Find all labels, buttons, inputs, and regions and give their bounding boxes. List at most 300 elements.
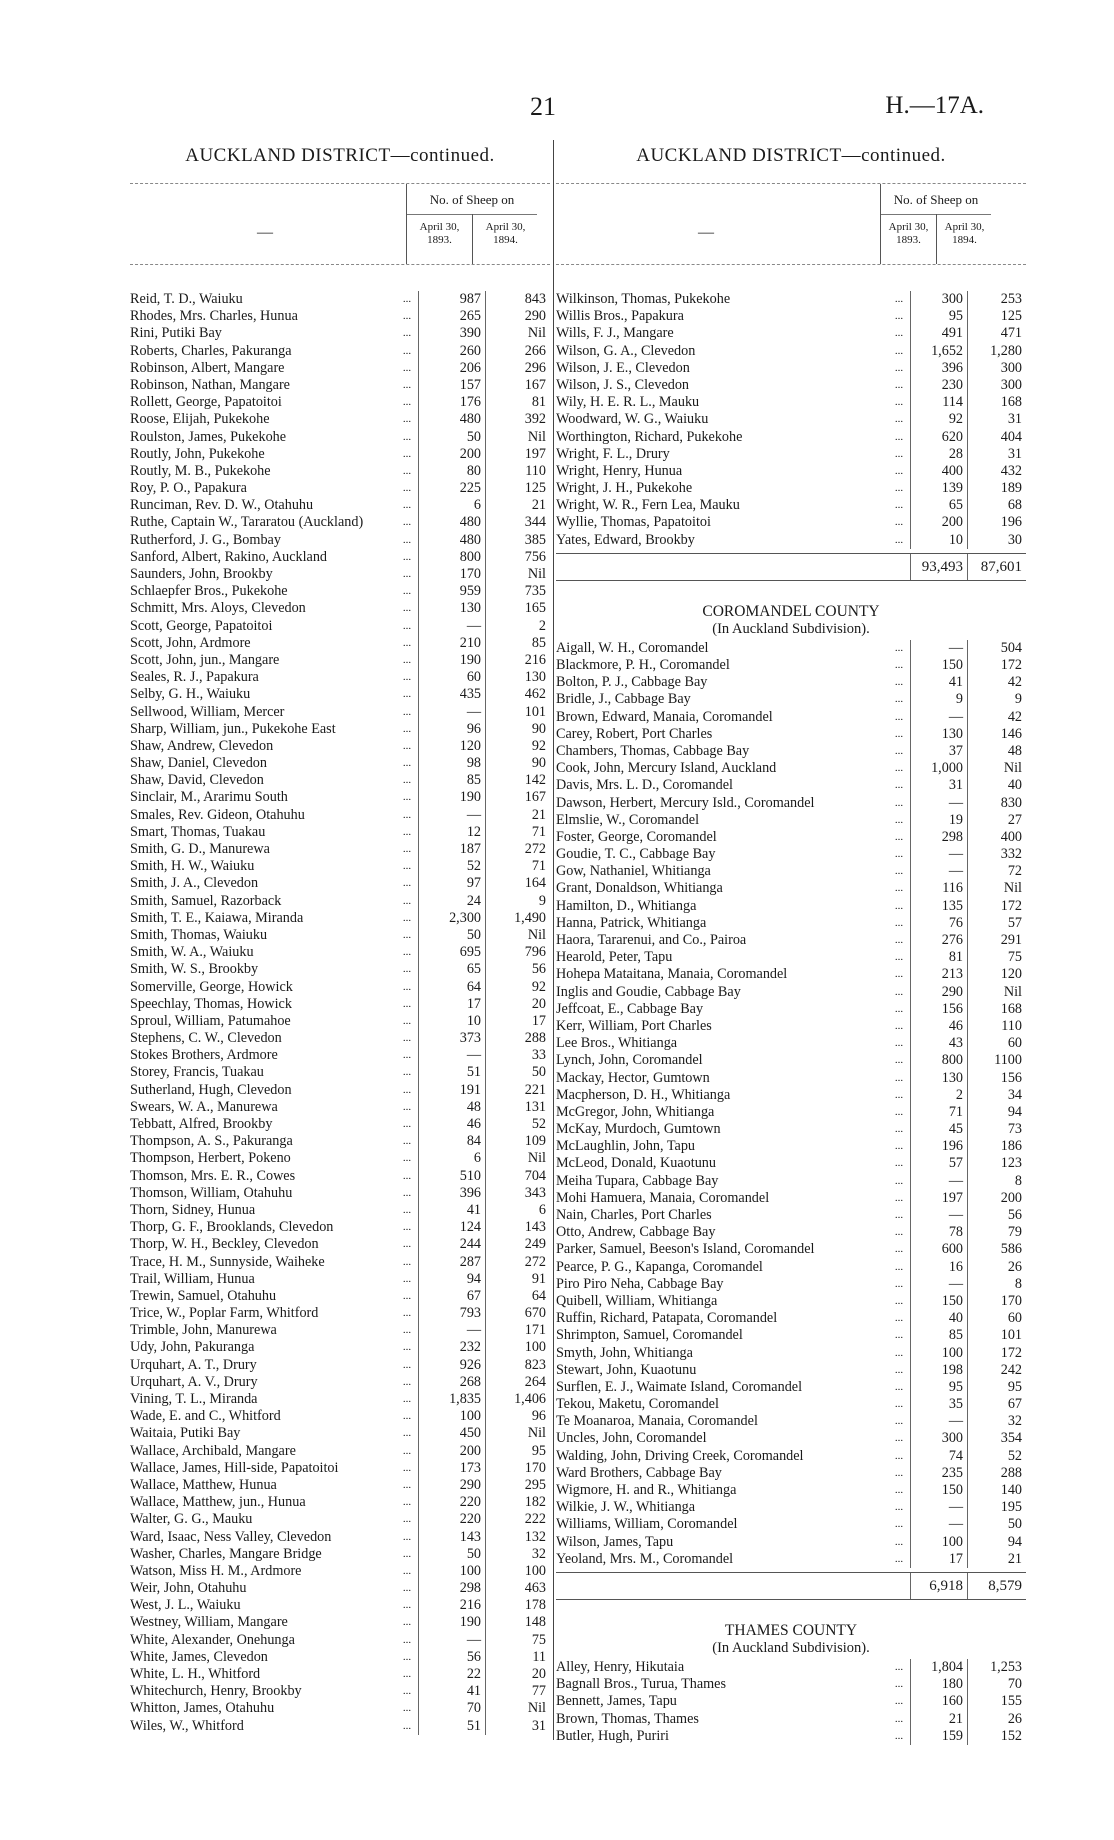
leader-dots: ...	[402, 1066, 412, 1079]
table-row	[130, 411, 550, 428]
sheep-1894: 142	[524, 772, 546, 789]
table-row	[556, 1516, 1026, 1533]
table-row	[130, 961, 550, 978]
leader-dots: ...	[402, 1341, 412, 1354]
sheep-1894: Nil	[527, 325, 546, 342]
sheep-1893: 396	[418, 1185, 486, 1202]
leader-dots: ...	[894, 882, 904, 895]
sheep-1893: 41	[418, 1683, 486, 1700]
sheep-1893: 157	[418, 377, 486, 394]
table-row	[130, 1632, 550, 1649]
sheep-1894: Nil	[1003, 760, 1022, 777]
owner-name: Cook, John, Mercury Island, Auckland	[556, 760, 777, 777]
sheep-1894: 296	[524, 359, 546, 376]
sheep-1893: 793	[418, 1305, 486, 1322]
leader-dots: ...	[894, 310, 904, 323]
leader-dots: ...	[402, 1547, 412, 1560]
owner-name: Routly, John, Pukekohe	[130, 445, 265, 462]
owner-name: Chambers, Thomas, Cabbage Bay	[556, 742, 750, 759]
leader-dots: ...	[894, 499, 904, 512]
leader-dots: ...	[402, 1564, 412, 1577]
sheep-1894: 110	[525, 462, 546, 479]
sheep-1893: 491	[910, 325, 968, 342]
sheep-1894: 1,406	[514, 1391, 546, 1407]
table-row	[556, 1293, 1026, 1310]
sheep-1894: 264	[524, 1373, 546, 1390]
leader-dots: ...	[894, 1260, 904, 1273]
owner-name: Wigmore, H. and R., Whitianga	[556, 1482, 737, 1498]
sheep-1894: 120	[1000, 966, 1022, 983]
sheep-1893: 37	[910, 743, 968, 760]
sheep-1893: 71	[910, 1104, 968, 1121]
sheep-1894: 70	[1007, 1676, 1022, 1693]
sheep-1894: 354	[1000, 1430, 1022, 1447]
sheep-1893: 81	[910, 949, 968, 966]
owner-name: Watson, Miss H. M., Ardmore	[130, 1562, 302, 1579]
owner-name: Parker, Samuel, Beeson's Island, Coromandel	[556, 1241, 815, 1258]
owner-name: Ward Brothers, Cabbage Bay	[556, 1464, 722, 1481]
right-header-col2: April 30, 1894.	[936, 214, 992, 264]
sheep-1894: 64	[531, 1287, 546, 1304]
sheep-1893: 48	[418, 1099, 486, 1116]
owner-name: Waitaia, Putiki Bay	[130, 1425, 241, 1442]
leader-dots: ...	[894, 1174, 904, 1187]
leader-dots: ...	[402, 1410, 412, 1423]
sheep-1894: 172	[1000, 1344, 1022, 1361]
leader-dots: ...	[402, 361, 412, 374]
sheep-1894: 272	[524, 841, 546, 857]
right-header-group	[880, 184, 991, 264]
leader-dots: ...	[402, 1358, 412, 1371]
left-header-name: —	[257, 224, 273, 241]
table-row	[556, 497, 1026, 514]
leader-dots: ...	[894, 1363, 904, 1376]
owner-name: Bolton, P. J., Cabbage Bay	[556, 674, 708, 691]
page-number: 21	[530, 92, 556, 121]
table-row	[130, 979, 550, 996]
table-row	[556, 1155, 1026, 1172]
owner-name: Ruffin, Richard, Patapata, Coromandel	[556, 1310, 778, 1327]
sheep-1893: —	[910, 1413, 968, 1430]
table-row	[130, 446, 550, 463]
sheep-1893: 80	[418, 463, 486, 480]
table-row	[130, 1150, 550, 1167]
sheep-1893: 396	[910, 360, 968, 377]
table-row	[130, 291, 550, 308]
owner-name: Trice, W., Poplar Farm, Whitford	[130, 1305, 319, 1322]
sheep-1893: 114	[910, 394, 968, 411]
leader-dots: ...	[894, 779, 904, 792]
owner-name: Aigall, W. H., Coromandel	[556, 639, 709, 656]
leader-dots: ...	[402, 808, 412, 821]
sheep-1894: 471	[1000, 325, 1022, 342]
owner-name: Worthington, Richard, Pukekohe	[556, 428, 743, 445]
table-row	[556, 1711, 1026, 1728]
sheep-1894: 400	[1000, 828, 1022, 845]
sheep-1893: 52	[418, 858, 486, 875]
sheep-1893: 100	[418, 1408, 486, 1425]
table-row	[130, 429, 550, 446]
table-row	[556, 291, 1026, 308]
sheep-1894: 20	[531, 1666, 546, 1682]
leader-dots: ...	[894, 1140, 904, 1153]
leader-dots: ...	[894, 482, 904, 495]
owner-name: Smith, T. E., Kaiawa, Miranda	[130, 909, 304, 926]
owner-name: Davis, Mrs. L. D., Coromandel	[556, 777, 733, 794]
sheep-1893: 41	[910, 674, 968, 691]
table-row	[130, 1219, 550, 1236]
owner-name: Routly, M. B., Pukekohe	[130, 462, 271, 479]
leader-dots: ...	[894, 1712, 904, 1725]
sheep-1894: Nil	[1003, 880, 1022, 897]
owner-name: Ward, Isaac, Ness Valley, Clevedon	[130, 1528, 332, 1545]
table-row	[556, 1224, 1026, 1241]
sheep-1893: 190	[418, 652, 486, 669]
owner-name: Wills, F. J., Mangare	[556, 325, 674, 342]
leader-dots: ...	[402, 825, 412, 838]
auckland-total-1894: 87,601	[980, 558, 1022, 575]
leader-dots: ...	[894, 1226, 904, 1239]
leader-dots: ...	[402, 739, 412, 752]
sheep-1894: 148	[524, 1614, 546, 1631]
sheep-1894: 42	[1007, 708, 1022, 725]
sheep-1894: 21	[531, 497, 546, 514]
owner-name: Wilson, J. E., Clevedon	[556, 359, 690, 376]
sheep-1893: 290	[418, 1477, 486, 1494]
leader-dots: ...	[894, 641, 904, 654]
owner-name: Roy, P. O., Papakura	[130, 480, 247, 497]
sheep-1894: Nil	[527, 1700, 546, 1717]
sheep-1893: 57	[910, 1155, 968, 1172]
leader-dots: ...	[402, 894, 412, 907]
table-row	[556, 1259, 1026, 1276]
table-row	[556, 463, 1026, 480]
leader-dots: ...	[894, 1415, 904, 1428]
owner-name: Robinson, Albert, Mangare	[130, 359, 285, 376]
leader-dots: ...	[894, 865, 904, 878]
leader-dots: ...	[894, 413, 904, 426]
leader-dots: ...	[894, 1054, 904, 1067]
sheep-1893: 40	[910, 1310, 968, 1327]
leader-dots: ...	[894, 378, 904, 391]
sheep-1894: 182	[524, 1494, 546, 1511]
owner-name: Wiles, W., Whitford	[130, 1717, 244, 1734]
leader-dots: ...	[402, 1650, 412, 1663]
owner-name: Wallace, James, Hill-side, Papatoitoi	[130, 1459, 339, 1476]
sheep-1894: 40	[1007, 777, 1022, 794]
sheep-1894: 462	[524, 686, 546, 703]
owner-name: Wilkinson, Thomas, Pukekohe	[556, 291, 731, 307]
leader-dots: ...	[894, 1346, 904, 1359]
leader-dots: ...	[402, 447, 412, 460]
leader-dots: ...	[402, 1307, 412, 1320]
sheep-1894: 300	[1000, 359, 1022, 376]
sheep-1893: 2,300	[418, 910, 486, 927]
sheep-1893: 100	[418, 1563, 486, 1580]
sheep-1894: 300	[1000, 376, 1022, 393]
sheep-1893: 213	[910, 966, 968, 983]
sheep-1894: 92	[531, 737, 546, 754]
sheep-1893: 268	[418, 1374, 486, 1391]
sheep-1893: 12	[418, 824, 486, 841]
table-row	[130, 1529, 550, 1546]
owner-name: McLaughlin, John, Tapu	[556, 1138, 696, 1155]
leader-dots: ...	[894, 1432, 904, 1445]
sheep-1894: 404	[1000, 428, 1022, 445]
sheep-1893: 180	[910, 1676, 968, 1693]
leader-dots: ...	[402, 1496, 412, 1509]
sheep-1894: 796	[524, 944, 546, 961]
owner-name: Nain, Charles, Port Charles	[556, 1207, 712, 1223]
sheep-1893: 70	[418, 1700, 486, 1717]
sheep-1893: 41	[418, 1202, 486, 1219]
owner-name: Shaw, David, Clevedon	[130, 772, 264, 789]
table-row	[556, 915, 1026, 932]
leader-dots: ...	[894, 762, 904, 775]
sheep-1894: 32	[531, 1545, 546, 1562]
sheep-1894: 221	[524, 1081, 546, 1098]
sheep-1893: —	[418, 1047, 486, 1064]
sheep-1894: 735	[524, 583, 546, 600]
sheep-1893: 298	[418, 1580, 486, 1597]
owner-name: Trail, William, Hunua	[130, 1270, 255, 1287]
sheep-1894: 60	[1007, 1035, 1022, 1052]
leader-dots: ...	[894, 396, 904, 409]
owner-name: Woodward, W. G., Waiuku	[556, 411, 709, 428]
table-row	[556, 446, 1026, 463]
table-row	[556, 1499, 1026, 1516]
table-row	[130, 1477, 550, 1494]
leader-dots: ...	[402, 1599, 412, 1612]
leader-dots: ...	[402, 791, 412, 804]
owner-name: Urquhart, A. V., Drury	[130, 1373, 258, 1390]
table-row	[556, 1676, 1026, 1693]
sheep-1894: 9	[1014, 691, 1022, 708]
table-row	[556, 1379, 1026, 1396]
sheep-1894: 249	[524, 1236, 546, 1253]
sheep-1894: 52	[1007, 1447, 1022, 1464]
table-row	[130, 910, 550, 927]
sheep-1893: 19	[910, 812, 968, 829]
sheep-1894: 71	[531, 858, 546, 875]
leader-dots: ...	[402, 568, 412, 580]
leader-dots: ...	[402, 327, 412, 340]
leader-dots: ...	[894, 447, 904, 460]
leader-dots: ...	[402, 980, 412, 993]
sheep-1893: 43	[910, 1035, 968, 1052]
leader-dots: ...	[894, 659, 904, 671]
sheep-1894: 11	[532, 1648, 546, 1665]
left-header-group-title: No. of Sheep on	[429, 192, 515, 207]
leader-dots: ...	[894, 464, 904, 477]
sheep-1894: 823	[524, 1356, 546, 1373]
sheep-1894: Nil	[527, 926, 546, 943]
leader-dots: ...	[402, 946, 412, 959]
sheep-1894: 242	[1000, 1361, 1022, 1378]
owner-name: Rhodes, Mrs. Charles, Hunua	[130, 308, 298, 325]
leader-dots: ...	[402, 653, 412, 666]
owner-name: Rollett, George, Papatoitoi	[130, 394, 282, 411]
leader-dots: ...	[402, 533, 412, 546]
sheep-1894: 756	[524, 548, 546, 565]
leader-dots: ...	[402, 671, 412, 684]
sheep-1893: 200	[910, 514, 968, 531]
table-row	[130, 1168, 550, 1185]
table-row	[130, 1666, 550, 1683]
sheep-1894: 26	[1007, 1710, 1022, 1727]
owner-name: Stokes Brothers, Ardmore	[130, 1047, 278, 1064]
table-row	[130, 480, 550, 497]
sheep-1894: 170	[1000, 1292, 1022, 1309]
sheep-1893: 17	[910, 1551, 968, 1568]
sheep-1894: 73	[1007, 1121, 1022, 1138]
thames-title: THAMES COUNTY	[724, 1621, 858, 1639]
leader-dots: ...	[402, 1582, 412, 1595]
leader-dots: ...	[402, 1702, 412, 1715]
sheep-1893: 190	[418, 789, 486, 806]
table-row	[556, 1396, 1026, 1413]
leader-dots: ...	[894, 1209, 904, 1221]
sheep-1894: 123	[1000, 1155, 1022, 1172]
sheep-1893: 220	[418, 1511, 486, 1528]
owner-name: Shaw, Andrew, Clevedon	[130, 737, 274, 754]
owner-name: Washer, Charles, Mangare Bridge	[130, 1545, 322, 1562]
leader-dots: ...	[894, 1037, 904, 1050]
sheep-1893: 46	[910, 1018, 968, 1035]
owner-name: Urquhart, A. T., Drury	[130, 1356, 257, 1373]
sheep-1893: 64	[418, 979, 486, 996]
leader-dots: ...	[402, 877, 412, 890]
leader-dots: ...	[894, 1398, 904, 1411]
table-row	[130, 325, 550, 342]
table-row	[556, 1173, 1026, 1190]
sheep-1893: 190	[418, 1614, 486, 1631]
owner-name: Smith, Samuel, Razorback	[130, 892, 282, 909]
sheep-1893: 510	[418, 1168, 486, 1185]
leader-dots: ...	[402, 1186, 412, 1199]
leader-dots: ...	[894, 676, 904, 689]
sheep-1894: 56	[1007, 1207, 1022, 1223]
owner-name: Swears, W. A., Manurewa	[130, 1098, 278, 1115]
sheep-1893: 50	[418, 1546, 486, 1563]
table-row	[130, 1271, 550, 1288]
owner-name: Speechlay, Thomas, Howick	[130, 995, 292, 1012]
table-row	[556, 640, 1026, 657]
sheep-1894: 17	[531, 1012, 546, 1029]
sheep-1893: 97	[418, 875, 486, 892]
left-header-col1: April 30, 1893.	[419, 221, 460, 246]
table-row	[556, 1534, 1026, 1551]
owner-name: Vining, T. L., Miranda	[130, 1391, 258, 1407]
sheep-1894: 843	[524, 291, 546, 307]
table-row	[130, 1391, 550, 1408]
leader-dots: ...	[894, 693, 904, 706]
owner-name: Scott, George, Papatoitoi	[130, 617, 273, 634]
leader-dots: ...	[402, 963, 412, 976]
sheep-1893: 298	[910, 829, 968, 846]
table-row	[556, 1052, 1026, 1069]
owner-name: Sellwood, William, Mercer	[130, 703, 285, 720]
table-row	[130, 772, 550, 789]
sheep-1893: —	[910, 863, 968, 880]
table-row	[130, 1494, 550, 1511]
owner-name: Wallace, Matthew, Hunua	[130, 1476, 277, 1493]
leader-dots: ...	[894, 1312, 904, 1325]
table-row	[130, 463, 550, 480]
leader-dots: ...	[894, 516, 904, 529]
sheep-1893: 173	[418, 1460, 486, 1477]
coromandel-total-1893: 6,918	[910, 1573, 968, 1599]
leader-dots: ...	[402, 1135, 412, 1148]
sheep-1894: 586	[1000, 1241, 1022, 1258]
sheep-1894: 60	[1007, 1310, 1022, 1327]
leader-dots: ...	[402, 705, 412, 718]
leader-dots: ...	[894, 1729, 904, 1742]
table-row	[130, 377, 550, 394]
owner-name: Bennett, James, Tapu	[556, 1693, 677, 1710]
sheep-1894: 131	[524, 1098, 546, 1115]
leader-dots: ...	[402, 1444, 412, 1457]
sheep-1894: 463	[524, 1580, 546, 1597]
sheep-1893: 92	[910, 411, 968, 428]
table-row	[130, 532, 550, 549]
table-row	[556, 1362, 1026, 1379]
owner-name: Gow, Nathaniel, Whitianga	[556, 863, 711, 880]
owner-name: Runciman, Rev. D. W., Otahuhu	[130, 497, 314, 514]
sheep-1894: 197	[524, 445, 546, 462]
owner-name: Hearold, Peter, Tapu	[556, 949, 673, 966]
leader-dots: ...	[894, 1501, 904, 1514]
table-row	[130, 807, 550, 824]
leader-dots: ...	[894, 727, 904, 740]
owner-name: Jeffcoat, E., Cabbage Bay	[556, 1000, 704, 1017]
sheep-1893: 160	[910, 1693, 968, 1710]
sheep-1893: 265	[418, 308, 486, 325]
right-table-header	[556, 183, 1026, 265]
sheep-1893: 6	[418, 497, 486, 514]
leader-dots: ...	[402, 928, 412, 941]
owner-name: Tebbatt, Alfred, Brookby	[130, 1116, 273, 1132]
sheep-1893: 130	[910, 1070, 968, 1087]
sheep-1893: —	[910, 1173, 968, 1190]
owner-name: Smith, W. S., Brookby	[130, 961, 259, 978]
sheep-1894: 33	[531, 1047, 546, 1064]
table-row	[130, 927, 550, 944]
sheep-1894: Nil	[527, 1425, 546, 1442]
leader-dots: ...	[894, 1518, 904, 1531]
coromandel-total-row	[556, 1572, 1026, 1600]
owner-name: Whitechurch, Henry, Brookby	[130, 1683, 302, 1700]
table-row	[130, 1047, 550, 1064]
sheep-1893: 230	[910, 377, 968, 394]
sheep-1894: 1,253	[990, 1658, 1022, 1675]
sheep-1893: 287	[418, 1254, 486, 1271]
table-row	[130, 497, 550, 514]
leader-dots: ...	[402, 1461, 412, 1474]
sheep-1893: —	[910, 1276, 968, 1293]
sheep-1893: 17	[418, 996, 486, 1013]
leader-dots: ...	[402, 688, 412, 701]
leader-dots: ...	[894, 1484, 904, 1496]
sheep-1893: 51	[418, 1064, 486, 1081]
sheep-1893: 10	[418, 1013, 486, 1030]
sheep-1893: 10	[910, 532, 968, 549]
owner-name: Roose, Elijah, Pukekohe	[130, 411, 270, 428]
sheep-1893: 124	[418, 1219, 486, 1236]
leader-dots: ...	[402, 293, 412, 305]
table-row	[556, 1276, 1026, 1293]
owner-name: McGregor, John, Whitianga	[556, 1103, 715, 1120]
